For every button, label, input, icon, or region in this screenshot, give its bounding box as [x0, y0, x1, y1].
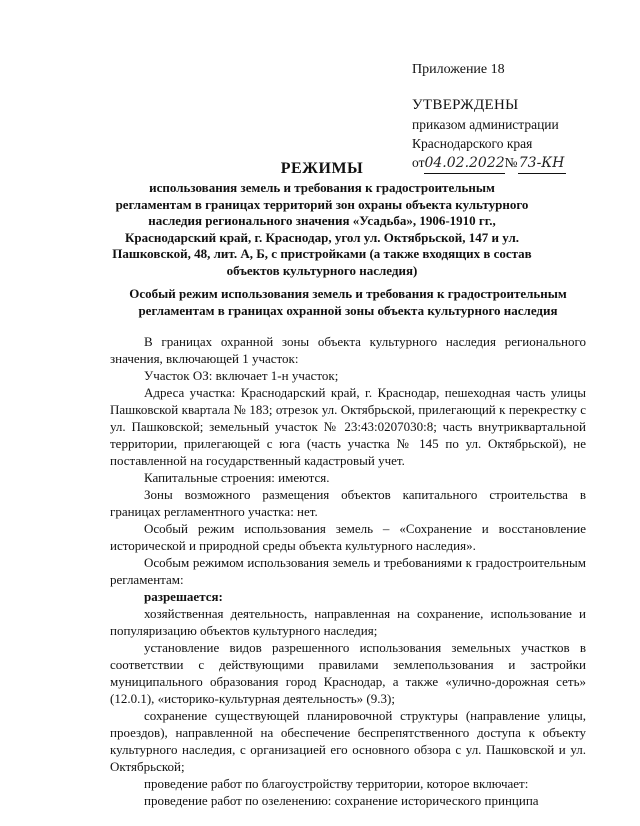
body-paragraph: проведение работ по благоустройству территории, которое включает:: [144, 776, 529, 791]
section-title: Особый режим использования земель и требования к градостроительным регламентам в границах охранной зоны объекта культурного наследия: [129, 286, 567, 318]
body-paragraph: Особым режимом использования земель и требованиями к градостроительным регламентам:: [110, 555, 586, 587]
body-paragraph: В границах охранной зоны объекта культурного наследия регионального значения, включающей 1 участок:: [110, 334, 586, 366]
number-prefix: №: [504, 155, 518, 170]
document-subtitle: использования земель и требования к градостроительным регламентам в границах территорий зон охраны объекта культурного наследия регионального значения «Усадьба», 1906-1910 гг., Краснодарский край, г. Краснодар, угол ул. Октябрьской, 147 и ул. Пашковской, 48, лит. А, Б, с пристройками (а также входящих в состав объектов культурного наследия): [112, 180, 532, 278]
order-line-2: Краснодарского края: [412, 136, 533, 151]
handwritten-number: 73-КН: [518, 154, 566, 174]
appendix-label: Приложение 18: [412, 62, 505, 77]
handwritten-date: 04.02.2022: [424, 154, 504, 174]
document-title: РЕЖИМЫ: [280, 160, 364, 177]
order-line-1: приказом администрации: [412, 117, 559, 132]
body-paragraph: Капитальные строения: имеются.: [144, 470, 330, 485]
body-paragraph: сохранение существующей планировочной структуры (направление улицы, проездов), направленной на обеспечение беспрепятственного доступа к объекту культурного наследия, с организацией его основного обзора с ул. Пашковской и ул. Октябрьской;: [110, 708, 586, 774]
document-body: [110, 333, 586, 809]
body-paragraph: проведение работ по озеленению: сохранение исторического принципа: [144, 793, 539, 808]
body-paragraph: Зоны возможного размещения объектов капитального строительства в границах регламентного участка: нет.: [110, 487, 586, 519]
body-paragraph: Участок ОЗ: включает 1-н участок;: [144, 368, 339, 383]
date-prefix: от: [412, 155, 425, 170]
body-paragraph: Особый режим использования земель – «Сохранение и восстановление исторической и природной среды объекта культурного наследия».: [110, 521, 586, 553]
body-paragraph: разрешается:: [144, 589, 223, 604]
body-paragraph: установление видов разрешенного использования земельных участков в соответствии с действующими правилами землепользования и застройки муниципального образования город Краснодар, а также «улично-дорожная сеть» (12.0.1), «историко-культурная деятельность» (9.3);: [110, 640, 586, 706]
body-paragraph: Адреса участка: Краснодарский край, г. Краснодар, пешеходная часть улицы Пашковской квартала № 183; отрезок ул. Октябрьской, прилегающий к перекрестку с ул. Пашковской; земельный участок № 23:43:0207030:8; часть внутриквартальной территории, прилегающей с юга (часть участка № 145 по ул. Октябрьской), не поставленной на государственный кадастровый учет.: [110, 385, 586, 468]
approved-label: УТВЕРЖДЕНЫ: [412, 97, 519, 113]
body-paragraph: хозяйственная деятельность, направленная на сохранение, использование и популяризацию объектов культурного наследия;: [110, 606, 586, 638]
